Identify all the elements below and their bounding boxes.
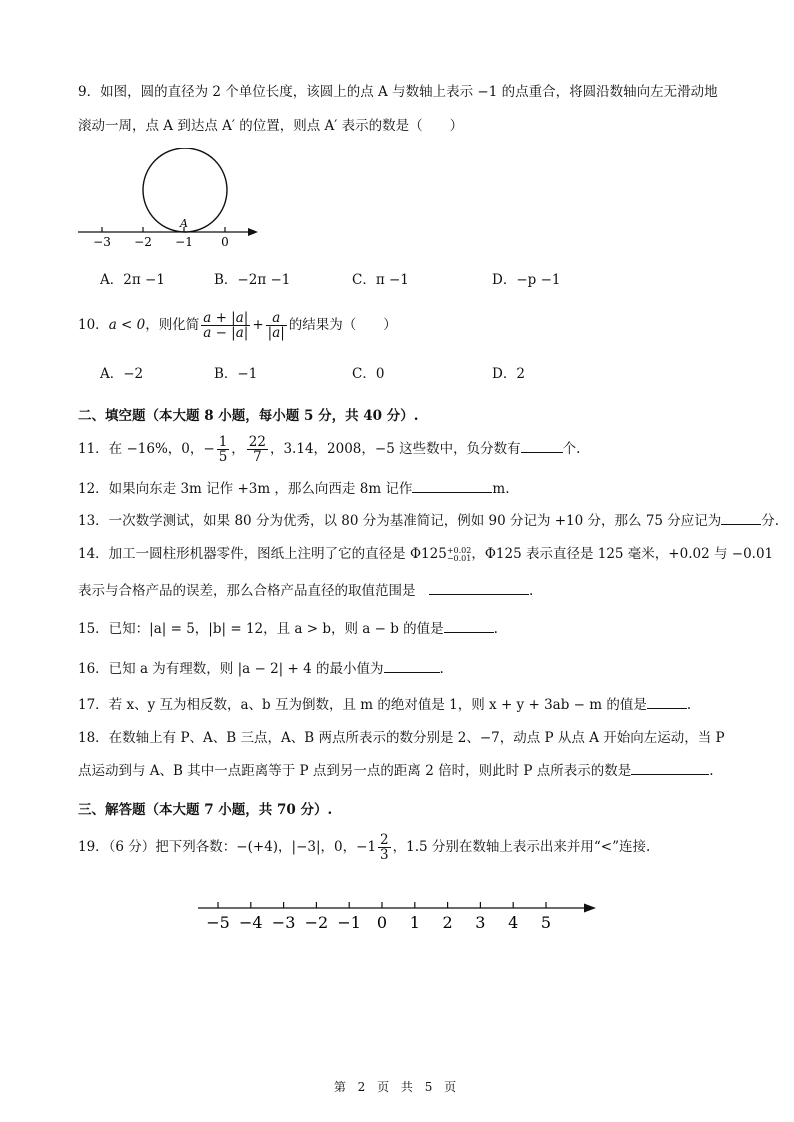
q19-tick-label-0: −5 xyxy=(206,913,230,932)
q11-line xyxy=(78,434,718,464)
q16-text-a: 16．已知 a 为有理数，则 |a − 2| + 4 的最小值为 xyxy=(78,661,384,677)
q10-option-d[interactable]: D．2 xyxy=(492,366,525,382)
q14-sup-bot: −0.01 xyxy=(446,553,472,563)
q10-mid: ，则化简 xyxy=(145,317,200,333)
q10-suffix: 的结果为（ ） xyxy=(288,317,397,333)
axis-arrow-icon xyxy=(248,228,258,236)
q10-frac2-den: |a| xyxy=(267,325,285,341)
q19-fraction xyxy=(378,833,391,862)
q14-text-a: 14．加工一圆柱形机器零件，图纸上注明了它的直径是 Φ125 xyxy=(78,546,447,562)
q14-answer-blank[interactable] xyxy=(429,580,529,595)
q15-answer-blank[interactable] xyxy=(444,618,494,633)
q12-answer-blank[interactable] xyxy=(412,478,492,493)
q19-frac-den: 3 xyxy=(380,847,389,863)
q15-line xyxy=(78,618,718,639)
q19-tick-label-10: 5 xyxy=(540,913,552,932)
q19-line xyxy=(78,832,718,862)
q19-ticks xyxy=(206,902,551,932)
q14-tolerance xyxy=(447,547,472,563)
page-footer: 第 2 页 共 5 页 xyxy=(333,1080,461,1094)
q9-option-c[interactable]: C．π −1 xyxy=(352,272,409,288)
q10-frac1-num: a + |a| xyxy=(203,310,249,326)
section-3-heading: 三、解答题（本大题 7 小题，共 70 分）. xyxy=(78,802,333,818)
q15-text-a: 15．已知：|a| = 5，|b| = 12，且 a > b，则 a − b 的值是 xyxy=(78,621,444,637)
q10-frac2-num: a xyxy=(266,311,287,326)
point-a-label: A xyxy=(180,217,188,230)
q10-frac1-den: a − |a| xyxy=(203,325,249,341)
q15-text-b: . xyxy=(493,621,498,637)
q9-option-d[interactable]: D．−p −1 xyxy=(492,272,561,288)
q19-tick-label-6: 1 xyxy=(409,913,420,932)
q10-option-c[interactable]: C．0 xyxy=(352,366,385,382)
q18-end: . xyxy=(709,763,714,779)
q14-end: . xyxy=(529,583,534,599)
q11-text-d: 个. xyxy=(562,441,581,457)
q19-frac-num: 2 xyxy=(380,832,389,848)
q11-f1-num: 1 xyxy=(218,434,228,450)
section-2-heading: 二、填空题（本大题 8 小题，每小题 5 分，共 40 分）. xyxy=(78,408,419,424)
q11-f2-num: 22 xyxy=(248,434,266,450)
q10-prefix: 10． xyxy=(78,317,109,333)
q19-tick-label-5: 0 xyxy=(376,913,388,932)
q19-number-line[interactable] xyxy=(196,896,600,938)
q12-text-a: 12．如果向东走 3m 记作 +3m ，那么向西走 8m 记作 xyxy=(78,481,413,497)
fig9-ticks xyxy=(93,227,229,249)
q19-text-a: 19．（6 分）把下列各数：−(+4)，|−3|，0，−1 xyxy=(78,839,377,855)
q9-option-a[interactable]: A．2π −1 xyxy=(100,272,165,288)
fig9-tick-label-1: −2 xyxy=(134,235,152,249)
q14-line1 xyxy=(78,544,774,564)
q11-fraction-2 xyxy=(247,435,268,464)
q17-text-a: 17．若 x、y 互为相反数，a、b 互为倒数，且 m 的绝对值是 1，则 x + y + 3ab − m 的值是 xyxy=(78,697,647,713)
q19-tick-label-7: 2 xyxy=(442,913,453,932)
q19-tick-label-4: −1 xyxy=(337,913,361,932)
q9-option-b[interactable]: B．−2π −1 xyxy=(214,272,291,288)
q11-fraction-1 xyxy=(217,435,230,464)
q9-line1: 9．如图，圆的直径为 2 个单位长度，该圆上的点 A 与数轴上表示 −1 的点重合，将圆沿数轴向左无滑动地 xyxy=(78,84,718,100)
q18-answer-blank[interactable] xyxy=(631,760,709,775)
q19-tick-label-1: −4 xyxy=(239,913,263,932)
circle-number-line-figure xyxy=(72,148,262,250)
q13-line xyxy=(78,510,780,531)
q10-line xyxy=(78,310,718,340)
q16-text-b: . xyxy=(439,661,444,677)
q14-line2 xyxy=(78,580,718,601)
q18-line1: 18．在数轴上有 P、A、B 三点，A、B 两点所表示的数分别是 2、−7，动点 P 从点 A 开始向左运动，当 P xyxy=(78,730,725,746)
q10-option-b[interactable]: B．−1 xyxy=(214,366,258,382)
q12-line xyxy=(78,478,718,499)
fig9-tick-label-3: 0 xyxy=(221,235,229,249)
q11-text-c: ，3.14，2008，−5 这些数中，负分数有 xyxy=(269,441,521,457)
q10-fraction-2 xyxy=(266,311,287,340)
q19-axis-arrow-icon xyxy=(584,904,596,913)
q16-line xyxy=(78,658,718,679)
q13-text-b: 分. xyxy=(761,513,780,529)
q14-text-line2: 表示与合格产品的误差，那么合格产品直径的取值范围是 xyxy=(78,583,416,599)
q17-text-b: . xyxy=(686,697,692,713)
q10-plus: + xyxy=(252,317,264,333)
q11-f1-den: 5 xyxy=(218,449,228,465)
q16-answer-blank[interactable] xyxy=(384,658,440,673)
q19-tick-label-3: −2 xyxy=(304,913,329,932)
q10-fraction-1 xyxy=(201,311,250,340)
q17-answer-blank[interactable] xyxy=(647,694,687,709)
q12-text-b: m. xyxy=(492,481,510,497)
q19-tick-label-2: −3 xyxy=(271,913,296,932)
q9-line2: 滚动一周，点 A 到达点 A′ 的位置，则点 A′ 表示的数是（ ） xyxy=(78,118,464,134)
q19-tick-label-8: 3 xyxy=(475,913,486,932)
q18-text-line2: 点运动到与 A、B 其中一点距离等于 P 点到另一点的距离 2 倍时，则此时 P 点所表示的数是 xyxy=(78,763,632,779)
q18-line2 xyxy=(78,760,718,781)
q17-line xyxy=(78,694,718,715)
q19-tick-label-9: 4 xyxy=(508,913,519,932)
q14-text-b: ，Φ125 表示直径是 125 毫米，+0.02 与 −0.01 xyxy=(471,546,774,562)
q13-answer-blank[interactable] xyxy=(721,510,761,525)
q13-text-a: 13．一次数学测试，如果 80 分为优秀，以 80 分为基准简记，例如 90 分记为 +10 分，那么 75 分应记为 xyxy=(78,513,722,529)
q11-f2-den: 7 xyxy=(253,449,262,465)
q10-option-a[interactable]: A．−2 xyxy=(100,366,144,382)
fig9-tick-label-0: −3 xyxy=(93,235,111,249)
q11-text-a: 11．在 −16%，0，− xyxy=(78,441,215,457)
q10-condition: a < 0 xyxy=(108,317,146,333)
q19-text-b: ，1.5 分别在数轴上表示出来并用“<”连接. xyxy=(392,839,651,855)
fig9-tick-label-2: −1 xyxy=(175,235,193,249)
q11-answer-blank[interactable] xyxy=(521,438,563,453)
q11-text-b: ， xyxy=(231,441,245,457)
q14-sup-top: +0.02 xyxy=(446,545,472,555)
